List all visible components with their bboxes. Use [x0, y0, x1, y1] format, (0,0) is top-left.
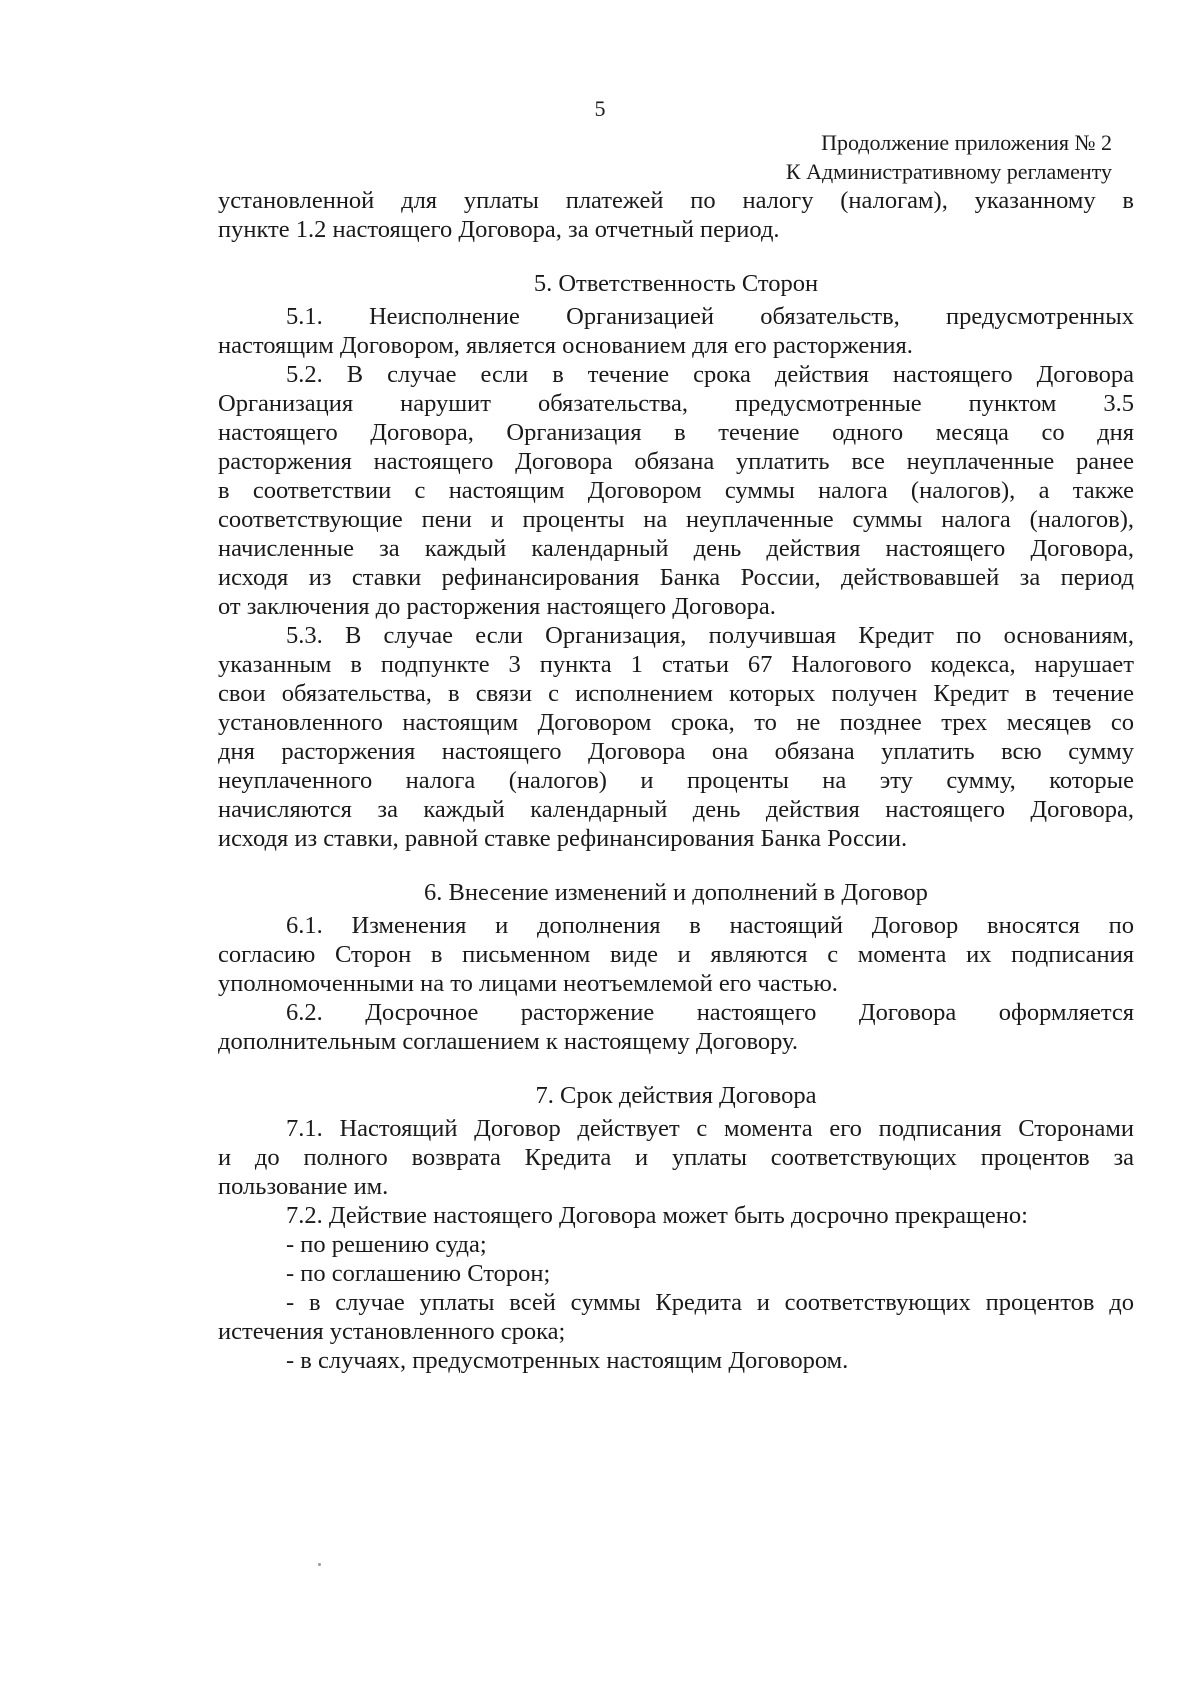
list-item-continuation: истечения установленного срока; [218, 1318, 566, 1345]
paragraph-7-1 [218, 1114, 1134, 1201]
text-line: указанным в подпункте 3 пункта 1 статьи 67 Налогового кодекса, нарушает [218, 651, 1134, 678]
list-item: - в случае уплаты всей суммы Кредита и соответствующих процентов до [286, 1289, 1134, 1316]
text-line: дополнительным соглашением к настоящему Договору. [218, 1028, 798, 1055]
text-line: и до полного возврата Кредита и уплаты соответствующих процентов за [218, 1144, 1134, 1171]
text-line: установленного настоящим Договором срока, то не позднее трех месяцев со [218, 709, 1134, 736]
document-body [218, 186, 1134, 1375]
section-6-heading: 6. Внесение изменений и дополнений в Договор [424, 879, 928, 906]
appendix-line-1: Продолжение приложения № 2 [821, 130, 1112, 155]
paragraph-5-1 [218, 302, 1134, 360]
text-line: настоящего Договора, Организация в течение одного месяца со дня [218, 419, 1134, 446]
paragraph-5-3 [218, 621, 1134, 853]
text-line: согласию Сторон в письменном виде и являются с момента их подписания [218, 941, 1134, 968]
text-line: пункте 1.2 настоящего Договора, за отчетный период. [218, 216, 780, 243]
text-line: начисленные за каждый календарный день действия настоящего Договора, [218, 535, 1134, 562]
text-line: уполномоченными на то лицами неотъемлемой его частью. [218, 970, 838, 997]
text-line: настоящим Договором, является основанием для его расторжения. [218, 332, 913, 359]
text-line: свои обязательства, в связи с исполнением которых получен Кредит в течение [218, 680, 1134, 707]
appendix-line-2: К Административному регламенту [785, 159, 1112, 184]
text-line: 6.1. Изменения и дополнения в настоящий Договор вносятся по [286, 912, 1134, 939]
text-line: пользование им. [218, 1173, 389, 1200]
text-line: 7.1. Настоящий Договор действует с момента его подписания Сторонами [286, 1115, 1134, 1142]
paragraph-7-2 [218, 1201, 1134, 1230]
text-line: дня расторжения настоящего Договора она обязана уплатить всю сумму [218, 738, 1134, 765]
text-line: соответствующие пени и проценты на неуплаченные суммы налога (налогов), [218, 506, 1134, 533]
text-line: 7.2. Действие настоящего Договора может быть досрочно прекращено: [286, 1202, 1028, 1229]
text-line: 5.3. В случае если Организация, получившая Кредит по основаниям, [286, 622, 1134, 649]
text-line: 5.2. В случае если в течение срока действия настоящего Договора [286, 361, 1134, 388]
list-item: - в случаях, предусмотренных настоящим Договором. [286, 1347, 849, 1374]
text-line: от заключения до расторжения настоящего Договора. [218, 593, 776, 620]
list-item: - по решению суда; [286, 1231, 487, 1258]
page-number: 5 [594, 96, 606, 121]
scan-speck [318, 1563, 321, 1566]
list-item: - по соглашению Сторон; [286, 1260, 551, 1287]
section-7-heading: 7. Срок действия Договора [535, 1082, 817, 1109]
termination-list [218, 1230, 1134, 1375]
text-line: установленной для уплаты платежей по налогу (налогам), указанному в [218, 187, 1134, 214]
text-line: 5.1. Неисполнение Организацией обязательств, предусмотренных [286, 303, 1134, 330]
text-line: расторжения настоящего Договора обязана уплатить все неуплаченные ранее [218, 448, 1134, 475]
paragraph-6-1 [218, 911, 1134, 998]
intro-paragraph [218, 186, 1134, 244]
text-line: в соответствии с настоящим Договором суммы налога (налогов), а также [218, 477, 1134, 504]
section-5-heading: 5. Ответственность Сторон [533, 270, 819, 297]
paragraph-5-2 [218, 360, 1134, 621]
paragraph-6-2 [218, 998, 1134, 1056]
text-line: исходя из ставки рефинансирования Банка России, действовавшей за период [218, 564, 1134, 591]
appendix-note [786, 128, 1112, 186]
text-line: неуплаченного налога (налогов) и проценты на эту сумму, которые [218, 767, 1134, 794]
text-line: 6.2. Досрочное расторжение настоящего Договора оформляется [286, 999, 1134, 1026]
text-line: исходя из ставки, равной ставке рефинансирования Банка России. [218, 825, 908, 852]
text-line: начисляются за каждый календарный день действия настоящего Договора, [218, 796, 1134, 823]
text-line: Организация нарушит обязательства, предусмотренные пунктом 3.5 [218, 390, 1134, 417]
